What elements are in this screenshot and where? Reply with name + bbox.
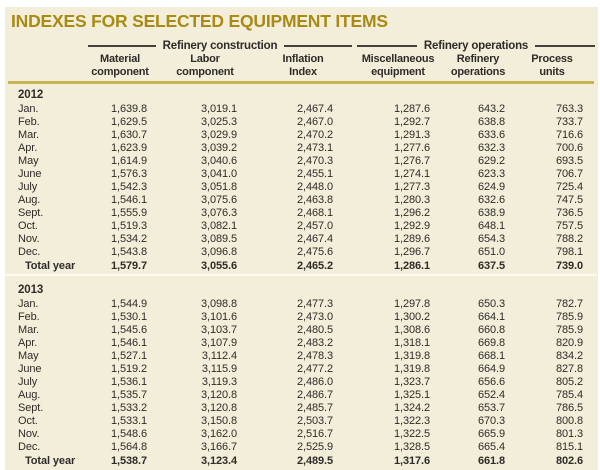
total-row	[5, 454, 597, 469]
filler-cell	[583, 181, 597, 194]
header-rule	[8, 81, 594, 84]
value-cell: 725.4	[555, 181, 583, 193]
value-cell: 1,639.8	[110, 103, 147, 115]
value-cell: 2,516.7	[296, 428, 333, 440]
table-row	[5, 376, 597, 389]
value-cell: 2,448.0	[296, 181, 333, 193]
value-cell: 1,623.9	[110, 142, 147, 154]
table-row	[5, 129, 597, 142]
value-cell: 747.5	[555, 194, 583, 206]
value-cell: 2,473.1	[296, 142, 333, 154]
value-cell: 3,051.8	[200, 181, 237, 193]
value-cell: 3,119.3	[201, 376, 237, 388]
value-cell: 669.8	[477, 337, 505, 349]
value-cell: 1,534.2	[110, 233, 147, 245]
value-cell: 736.5	[555, 207, 583, 219]
value-cell: 633.6	[477, 129, 505, 141]
filler-cell	[583, 116, 597, 129]
row-label: May	[18, 350, 39, 362]
data-table	[5, 87, 597, 469]
filler-cell	[583, 376, 597, 389]
value-cell: 739.0	[555, 260, 583, 272]
row-label: Aug.	[18, 389, 41, 401]
row-label: Sept.	[18, 207, 44, 219]
value-cell: 757.5	[555, 220, 583, 232]
value-cell: 2,478.3	[296, 350, 333, 362]
row-label: Mar.	[18, 129, 39, 141]
value-cell: 820.9	[555, 337, 583, 349]
table-row	[5, 311, 597, 324]
table-row	[5, 415, 597, 428]
column-header-line: Inflation	[282, 53, 324, 65]
value-cell: 3,120.8	[200, 389, 237, 401]
value-cell: 2,467.4	[296, 233, 333, 245]
value-cell: 665.9	[477, 428, 505, 440]
value-cell: 1,296.7	[393, 246, 430, 258]
value-cell: 2,477.3	[296, 298, 333, 310]
table-row	[5, 363, 597, 376]
value-cell: 2,480.5	[296, 324, 333, 336]
value-cell: 1,546.1	[110, 194, 147, 206]
value-cell: 2,525.9	[296, 441, 333, 453]
value-cell: 638.9	[477, 207, 505, 219]
filler-cell	[583, 142, 597, 155]
value-cell: 3,019.1	[200, 103, 237, 115]
value-cell: 1,300.2	[393, 311, 430, 323]
table-row	[5, 207, 597, 220]
value-cell: 2,470.2	[296, 129, 333, 141]
value-cell: 1,276.7	[393, 155, 430, 167]
value-cell: 1,324.2	[393, 402, 430, 414]
group-rule-left	[88, 45, 156, 47]
filler-cell	[583, 246, 597, 259]
row-label: Feb.	[18, 116, 40, 128]
value-cell: 800.8	[555, 415, 583, 427]
value-cell: 2,467.4	[296, 103, 333, 115]
filler-cell	[583, 402, 597, 415]
table-row	[5, 194, 597, 207]
row-label: Feb.	[18, 311, 40, 323]
row-label: Oct.	[18, 220, 38, 232]
row-label: Aug.	[18, 194, 41, 206]
value-cell: 1,292.7	[393, 116, 430, 128]
value-cell: 3,166.7	[200, 441, 237, 453]
column-header-inflation-index	[283, 53, 324, 78]
row-label: Dec.	[18, 441, 41, 453]
column-header-line: Index	[289, 65, 317, 78]
value-cell: 1,519.3	[110, 220, 147, 232]
value-cell: 2,489.5	[296, 455, 333, 467]
value-cell: 665.4	[477, 441, 505, 453]
table-row	[5, 142, 597, 155]
value-cell: 1,322.3	[393, 415, 430, 427]
value-cell: 624.9	[477, 181, 505, 193]
table-row	[5, 350, 597, 363]
value-cell: 3,123.4	[200, 455, 237, 467]
value-cell: 785.4	[555, 389, 583, 401]
value-cell: 3,103.7	[200, 324, 237, 336]
row-label: Oct.	[18, 415, 38, 427]
year-label: 2012	[18, 89, 44, 101]
value-cell: 1,277.3	[393, 181, 430, 193]
row-label: Sept.	[18, 402, 44, 414]
value-cell: 2,473.0	[296, 311, 333, 323]
value-cell: 785.9	[555, 324, 583, 336]
value-cell: 1,519.2	[110, 363, 147, 375]
value-cell: 1,280.3	[393, 194, 430, 206]
value-cell: 2,455.1	[296, 168, 333, 180]
value-cell: 3,039.2	[200, 142, 237, 154]
value-cell: 785.9	[555, 311, 583, 323]
value-cell: 3,107.9	[200, 337, 237, 349]
value-cell: 1,614.9	[110, 155, 147, 167]
value-cell: 1,536.1	[110, 376, 147, 388]
value-cell: 1,289.6	[393, 233, 430, 245]
value-cell: 2,475.6	[296, 246, 333, 258]
table-row	[5, 402, 597, 415]
value-cell: 661.8	[477, 455, 505, 467]
value-cell: 632.6	[477, 194, 505, 206]
filler-cell	[583, 350, 597, 363]
value-cell: 653.7	[477, 402, 505, 414]
value-cell: 1,542.3	[110, 181, 147, 193]
value-cell: 654.3	[477, 233, 505, 245]
page-title: INDEXES FOR SELECTED EQUIPMENT ITEMS	[11, 11, 388, 31]
table-row	[5, 246, 597, 259]
group-rule-right	[284, 45, 352, 47]
filler-cell	[583, 363, 597, 376]
table-row	[5, 168, 597, 181]
table-row	[5, 428, 597, 441]
value-cell: 660.8	[477, 324, 505, 336]
filler-cell	[583, 389, 597, 402]
column-header-line: units	[539, 65, 565, 78]
row-label: Apr.	[18, 142, 38, 154]
year-row	[5, 275, 597, 298]
row-label: Total year	[25, 455, 76, 467]
value-cell: 1,318.1	[393, 337, 430, 349]
value-cell: 693.5	[555, 155, 583, 167]
row-label: Nov.	[18, 428, 40, 440]
value-cell: 3,076.3	[200, 207, 237, 219]
filler-cell	[583, 194, 597, 207]
total-row	[5, 259, 597, 275]
value-cell: 2,486.7	[296, 389, 333, 401]
value-cell: 632.3	[477, 142, 505, 154]
value-cell: 3,029.9	[200, 129, 237, 141]
value-cell: 1,319.8	[393, 363, 430, 375]
group-header-refinery-construction	[88, 40, 352, 52]
value-cell: 801.3	[555, 428, 583, 440]
value-cell: 1,319.8	[393, 350, 430, 362]
row-label: Nov.	[18, 233, 40, 245]
column-header-material-component	[91, 53, 148, 78]
value-cell: 3,096.8	[200, 246, 237, 258]
value-cell: 1,630.7	[110, 129, 147, 141]
value-cell: 1,546.1	[110, 337, 147, 349]
value-cell: 1,543.8	[110, 246, 147, 258]
value-cell: 802.6	[555, 455, 583, 467]
value-cell: 668.1	[477, 350, 505, 362]
value-cell: 2,470.3	[296, 155, 333, 167]
group-label: Refinery construction	[162, 40, 278, 52]
value-cell: 1,297.8	[393, 298, 430, 310]
table-row	[5, 181, 597, 194]
table-row	[5, 324, 597, 337]
value-cell: 650.3	[477, 298, 505, 310]
value-cell: 643.2	[477, 103, 505, 115]
value-cell: 1,576.3	[110, 168, 147, 180]
value-cell: 786.5	[555, 402, 583, 414]
value-cell: 1,629.5	[110, 116, 147, 128]
column-header-line: Miscellaneous	[361, 53, 435, 65]
value-cell: 1,527.1	[110, 350, 147, 362]
value-cell: 2,463.8	[296, 194, 333, 206]
value-cell: 2,483.2	[296, 337, 333, 349]
value-cell: 3,112.4	[201, 350, 237, 362]
row-label: Mar.	[18, 324, 39, 336]
value-cell: 1,296.2	[393, 207, 430, 219]
value-cell: 670.3	[477, 415, 505, 427]
row-label: Apr.	[18, 337, 38, 349]
value-cell: 1,291.3	[393, 129, 430, 141]
row-label: June	[18, 168, 42, 180]
column-header-line: Material	[100, 53, 140, 65]
value-cell: 638.8	[477, 116, 505, 128]
value-cell: 1,530.1	[110, 311, 147, 323]
value-cell: 706.7	[555, 168, 583, 180]
value-cell: 3,150.8	[200, 415, 237, 427]
filler-cell	[583, 415, 597, 428]
value-cell: 1,535.7	[110, 389, 147, 401]
table-row	[5, 441, 597, 454]
value-cell: 1,533.1	[110, 415, 147, 427]
group-label: Refinery operations	[423, 40, 529, 52]
value-cell: 1,292.9	[393, 220, 430, 232]
filler-cell	[583, 155, 597, 168]
table-row	[5, 116, 597, 129]
value-cell: 623.3	[477, 168, 505, 180]
value-cell: 2,486.0	[296, 376, 333, 388]
value-cell: 664.9	[477, 363, 505, 375]
filler-cell	[583, 220, 597, 233]
value-cell: 1,545.6	[110, 324, 147, 336]
table-row	[5, 337, 597, 350]
value-cell: 3,075.6	[200, 194, 237, 206]
value-cell: 1,538.7	[110, 455, 147, 467]
value-cell: 763.3	[555, 103, 583, 115]
row-label: July	[18, 376, 38, 388]
value-cell: 3,082.1	[200, 220, 237, 232]
row-label: Total year	[25, 260, 76, 272]
filler-cell	[583, 103, 597, 116]
value-cell: 2,485.7	[296, 402, 333, 414]
value-cell: 782.7	[555, 298, 583, 310]
value-cell: 2,467.0	[296, 116, 333, 128]
group-rule-right	[535, 45, 595, 47]
filler-cell	[583, 259, 597, 275]
value-cell: 648.1	[477, 220, 505, 232]
column-header-line: component	[176, 65, 234, 78]
value-cell: 1,328.5	[393, 441, 430, 453]
value-cell: 1,579.7	[110, 260, 147, 272]
value-cell: 3,040.6	[200, 155, 237, 167]
value-cell: 834.2	[555, 350, 583, 362]
value-cell: 1,317.6	[393, 455, 430, 467]
row-label: Jan.	[18, 298, 39, 310]
filler-cell	[583, 337, 597, 350]
value-cell: 827.8	[555, 363, 583, 375]
column-header-miscellaneous-equipment	[362, 53, 435, 78]
table-row	[5, 298, 597, 311]
filler-cell	[583, 168, 597, 181]
row-label: May	[18, 155, 39, 167]
value-cell: 3,025.3	[200, 116, 237, 128]
value-cell: 1,308.6	[393, 324, 430, 336]
value-cell: 3,115.9	[201, 363, 237, 375]
value-cell: 3,089.5	[200, 233, 237, 245]
value-cell: 1,533.2	[110, 402, 147, 414]
filler-cell	[583, 324, 597, 337]
column-header-line: equipment	[371, 65, 425, 78]
value-cell: 1,544.9	[110, 298, 147, 310]
value-cell: 1,323.7	[393, 376, 430, 388]
value-cell: 1,277.6	[393, 142, 430, 154]
year-row	[5, 87, 597, 103]
table-row	[5, 233, 597, 246]
value-cell: 3,162.0	[200, 428, 237, 440]
filler-cell	[583, 233, 597, 246]
value-cell: 733.7	[555, 116, 583, 128]
value-cell: 700.6	[555, 142, 583, 154]
value-cell: 716.6	[555, 129, 583, 141]
column-header-line: operations	[450, 65, 506, 78]
column-header-labor-component	[176, 53, 233, 78]
column-header-refinery-operations	[451, 53, 505, 78]
value-cell: 3,120.8	[200, 402, 237, 414]
table-row	[5, 389, 597, 402]
group-header-refinery-operations	[357, 40, 595, 52]
table-row	[5, 155, 597, 168]
column-header-line: Labor	[190, 53, 220, 65]
value-cell: 798.1	[555, 246, 583, 258]
table-panel	[5, 7, 598, 470]
value-cell: 1,548.6	[110, 428, 147, 440]
value-cell: 3,041.0	[200, 168, 237, 180]
filler-cell	[583, 441, 597, 454]
filler-cell	[583, 311, 597, 324]
value-cell: 1,564.8	[110, 441, 147, 453]
value-cell: 651.0	[477, 246, 505, 258]
row-label: Jan.	[18, 103, 39, 115]
column-header-line: Refinery	[456, 53, 500, 65]
value-cell: 2,468.1	[296, 207, 333, 219]
value-cell: 2,503.7	[296, 415, 333, 427]
year-label: 2013	[5, 275, 597, 298]
table-body	[5, 87, 597, 469]
group-rule-left	[357, 45, 417, 47]
column-header-line: component	[91, 65, 149, 78]
value-cell: 2,457.0	[296, 220, 333, 232]
value-cell: 656.6	[477, 376, 505, 388]
filler-cell	[583, 207, 597, 220]
filler-cell	[583, 428, 597, 441]
value-cell: 2,465.2	[296, 260, 333, 272]
column-header-line: Process	[531, 53, 573, 65]
value-cell: 1,555.9	[110, 207, 147, 219]
value-cell: 637.5	[477, 260, 505, 272]
column-header-process-units	[531, 53, 572, 78]
value-cell: 3,098.8	[200, 298, 237, 310]
value-cell: 629.2	[477, 155, 505, 167]
value-cell: 1,287.6	[393, 103, 430, 115]
value-cell: 1,322.5	[393, 428, 430, 440]
value-cell: 1,325.1	[393, 389, 430, 401]
filler-cell	[583, 454, 597, 469]
value-cell: 664.1	[477, 311, 505, 323]
value-cell: 815.1	[555, 441, 583, 453]
value-cell: 805.2	[555, 376, 583, 388]
row-label: June	[18, 363, 42, 375]
value-cell: 3,101.6	[200, 311, 237, 323]
value-cell: 788.2	[555, 233, 583, 245]
value-cell: 1,286.1	[393, 260, 430, 272]
table-row	[5, 103, 597, 116]
value-cell: 2,477.2	[296, 363, 333, 375]
value-cell: 1,274.1	[393, 168, 430, 180]
row-label: July	[18, 181, 38, 193]
table-row	[5, 220, 597, 233]
row-label: Dec.	[18, 246, 41, 258]
value-cell: 652.4	[477, 389, 505, 401]
value-cell: 3,055.6	[200, 260, 237, 272]
filler-cell	[583, 298, 597, 311]
filler-cell	[583, 129, 597, 142]
